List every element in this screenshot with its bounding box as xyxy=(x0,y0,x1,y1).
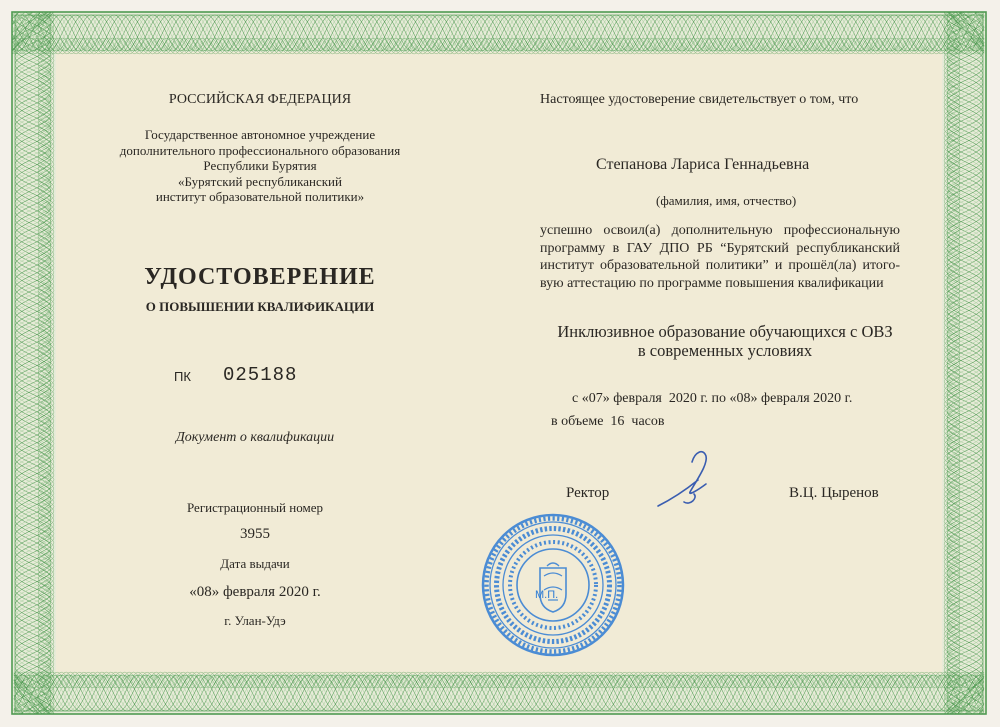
org-line: институт образовательной политики» xyxy=(155,189,365,204)
document-title: УДОСТОВЕРЕНИЕ xyxy=(144,264,376,290)
completion-line: программу в ГАУ ДПО РБ “Бурятский республиканский xyxy=(540,240,900,256)
program-line: в современных условиях xyxy=(637,341,813,360)
training-period: с «07» февраля 2020 г. по «08» февраля 2020 г. xyxy=(572,391,853,406)
document-subtitle: О ПОВЫШЕНИИ КВАЛИФИКАЦИИ xyxy=(145,299,375,314)
organization-name xyxy=(110,127,410,205)
org-line: Государственное автономное учреждение xyxy=(144,127,376,142)
completion-line: институт образовательной политики” и прошёл(ла) итого- xyxy=(540,258,900,273)
registration-number: 3955 xyxy=(240,526,270,542)
org-line: дополнительного профессионального образования xyxy=(119,142,401,158)
rector-label: Ректор xyxy=(566,485,610,501)
completion-line: успешно освоил(а) дополнительную профессиональную xyxy=(540,223,900,238)
issue-date-label: Дата выдачи xyxy=(220,556,290,571)
person-name: Степанова Лариса Геннадьевна xyxy=(596,156,810,173)
name-caption: (фамилия, имя, отчество) xyxy=(656,193,797,208)
completion-line: вую аттестацию по программе повышения квалификации xyxy=(540,275,884,291)
training-volume: в объеме 16 часов xyxy=(551,414,665,429)
document-type: Документ о квалификации xyxy=(175,430,335,445)
series-number: 025188 xyxy=(223,364,298,386)
official-seal xyxy=(478,510,628,660)
issue-date: «08» февраля 2020 г. xyxy=(189,584,321,600)
country-name: РОССИЙСКАЯ ФЕДЕРАЦИЯ xyxy=(168,92,352,107)
org-line: Республики Бурятия xyxy=(203,158,317,173)
intro-text: Настоящее удостоверение свидетельствует о том, что xyxy=(540,92,859,107)
series-label: ПК xyxy=(174,369,191,384)
program-line: Инклюзивное образование обучающихся с ОВЗ xyxy=(557,322,893,341)
program-title xyxy=(540,322,910,360)
completion-text xyxy=(540,222,900,292)
org-line: «Бурятский республиканский xyxy=(178,173,342,189)
stamp-mark: М.П. xyxy=(535,589,559,601)
city: г. Улан-Удэ xyxy=(224,613,286,628)
registration-label: Регистрационный номер xyxy=(187,500,323,515)
rector-name: В.Ц. Цыренов xyxy=(789,485,879,501)
rector-signature xyxy=(640,440,730,520)
